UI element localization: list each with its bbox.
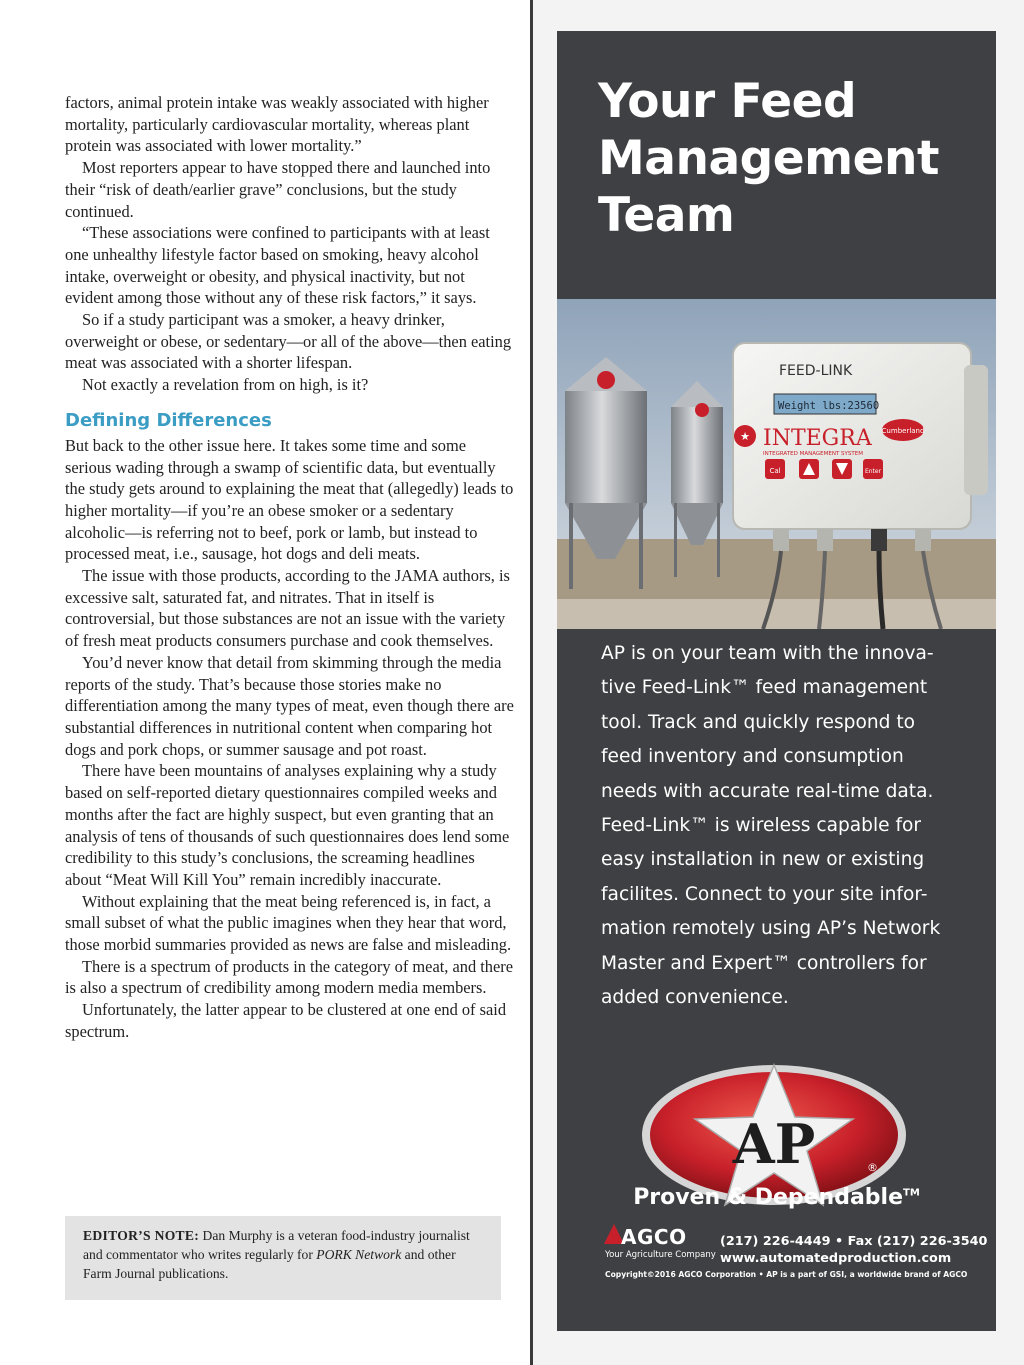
editor-note-publication: PORK Network	[316, 1247, 402, 1262]
agco-name: AGCO	[621, 1225, 687, 1249]
device-display: Weight lbs:23560	[778, 400, 880, 412]
article-paragraph: Unfortunately, the latter appear to be clustered at one end of said spectrum.	[65, 1000, 507, 1041]
ad-body-line: added convenience.	[601, 987, 789, 1009]
device-subtitle: INTEGRATED MANAGEMENT SYSTEM	[763, 451, 863, 457]
ad-body-line: AP is on your team with the innova-	[601, 643, 934, 664]
ad-headline-line: Team	[598, 188, 735, 243]
website: www.automatedproduction.com	[720, 1251, 952, 1266]
article-paragraph: Most reporters appear to have stopped there and launched into their “risk of death/earlier grave” conclusions, but the study continued.	[65, 158, 491, 221]
article-paragraph: There have been mountains of analyses explaining why a study based on self-reported dietary questionnaires compiled weeks and months after the fact are highly suspect, but even granting that an analysis of tens of thousands of such questionnaires does lend some credibility to this study’s conclusions, the screaming headlines about “Meat Will Kill You” remain incredibly inaccurate.	[65, 761, 510, 889]
article-paragraph: So if a study participant was a smoker, a heavy drinker, overweight or obese, or sedentary—or all of the above—then eating meat was associated with a shorter lifespan.	[65, 310, 512, 373]
editor-note-text-end: and other Farm Journal publications.	[83, 1247, 456, 1281]
section-heading: Defining Differences	[65, 409, 272, 431]
ad-body-line: tool. Track and quickly respond to	[601, 711, 916, 733]
ad-headline-line: Management	[598, 131, 939, 186]
concrete-pad	[557, 599, 996, 629]
article-paragraph: But back to the other issue here. It takes some time and some serious wading through a swamp of scientific data, but eventually the study gets around to explaining the meat that (allegedly) leads to higher mortality—if you’re an obese smoker or a sedentary alcoholic—is referring not to beef, pork or lamb, but instead to processed meat, i.e., sausage, hot dogs and deli meats.	[65, 435, 514, 564]
ad-tagline	[557, 1185, 996, 1210]
ad-headline-line: Your Feed	[598, 74, 857, 129]
tagline-text: Proven & Dependable	[633, 1185, 904, 1210]
ad-body-line: easy installation in new or existing	[601, 849, 925, 871]
ad-body-line: facilites. Connect to your site infor-	[601, 883, 928, 905]
ad-body-line: Master and Expert™ controllers for	[601, 952, 927, 974]
article-paragraph: There is a spectrum of products in the category of meat, and there is also a spectrum of credibility among modern media members.	[65, 956, 513, 998]
registered-mark: ®	[867, 1161, 878, 1174]
ad-body-line: mation remotely using AP’s Network	[601, 918, 941, 940]
device-brand: FEED-LINK	[779, 363, 853, 379]
device-btn-enter: Enter	[864, 468, 882, 475]
svg-text:★: ★	[740, 430, 750, 443]
article-paragraph: Not exactly a revelation from on high, is it?	[82, 375, 369, 395]
ad-body-line: needs with accurate real-time data.	[601, 780, 934, 802]
ad-body-line: feed inventory and consumption	[601, 746, 904, 768]
device-model: INTEGRA	[763, 426, 872, 451]
agco-tagline: Your Agriculture Company	[605, 1250, 716, 1260]
phone-fax: (217) 226-4449 • Fax (217) 226-3540	[720, 1234, 988, 1249]
editor-note	[65, 1216, 501, 1300]
article-body	[65, 92, 515, 1043]
ad-copyright: Copyright©2016 AGCO Corporation • AP is a part of GSI, a worldwide brand of AGCO	[605, 1270, 968, 1279]
article-paragraph: You’d never know that detail from skimming through the media reports of the study. That’s because those stories make no differentiation among the many types of meat, even though there are substantial differences in nutritional content when comparing hot dogs and pork chops, or summer sausage and pot roast.	[65, 652, 514, 759]
device-badge: Cumberland	[881, 427, 925, 435]
article-paragraph: factors, animal protein intake was weakly associated with higher mortality, particularly cardiovascular mortality, whereas plant protein was associated with lower mortality.”	[65, 93, 489, 156]
editor-note-label: EDITOR’S NOTE:	[83, 1228, 200, 1243]
ad-body-copy	[601, 637, 981, 1015]
ap-logo-text: AP	[732, 1112, 816, 1176]
article-paragraph: Without explaining that the meat being referenced is, in fact, a small subset of what the public imagines when they hear that word, those morbid summaries provided as news are false and misleading.	[65, 891, 512, 955]
ad-contact	[720, 1233, 987, 1267]
trademark-mark: TM	[903, 1187, 920, 1199]
article-paragraph: The issue with those products, according to the JAMA authors, is excessive salt, saturated fat, and nitrates. That in itself is controversial, but those substances are not an issue with the variety of fresh meat products consumers purchase and cook themselves.	[65, 566, 510, 651]
ad-body-line: tive Feed-Link™ feed management	[601, 677, 928, 699]
ad-headline	[598, 73, 988, 244]
device-btn-cal: Cal	[769, 467, 781, 475]
article-paragraph: “These associations were confined to participants with at least one unhealthy lifestyle factor based on smoking, heavy alcohol intake, overweight or obesity, and physical inactivity, but not evident among those without any of these risk factors,” it says.	[65, 223, 490, 308]
product-photo	[557, 299, 996, 629]
advertisement	[557, 31, 996, 1331]
ad-body-line: Feed-Link™ is wireless capable for	[601, 815, 922, 837]
editor-note-text: Dan Murphy is a veteran food-industry journalist and commentator who writes regularly for	[83, 1228, 470, 1262]
